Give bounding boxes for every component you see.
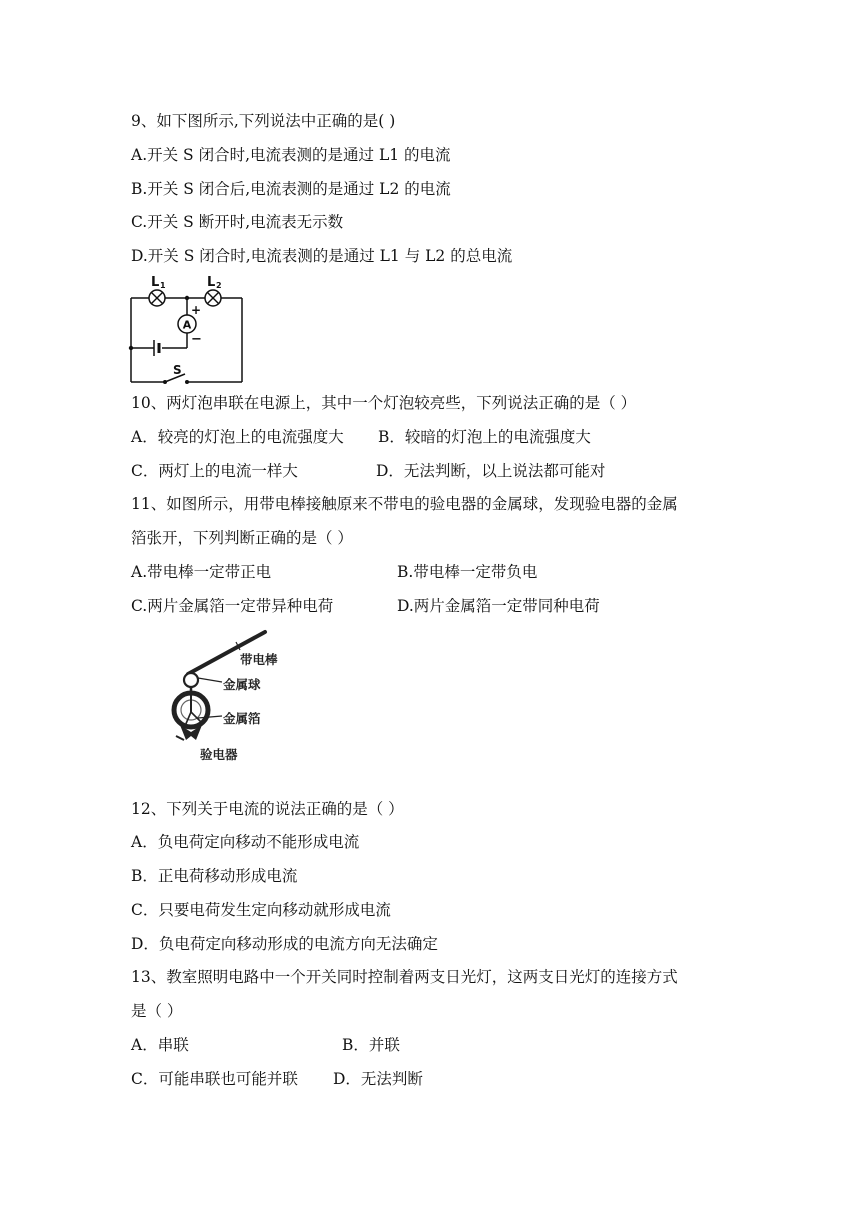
q10-stem: 10、两灯泡串联在电源上，其中一个灯泡较亮些，下列说法正确的是（ ）	[131, 394, 637, 412]
label-charged-rod: 带电棒	[240, 652, 278, 667]
q11-option-c: C.两片金属箔一定带异种电荷	[131, 597, 334, 615]
q9-option-b: B.开关 S 闭合后,电流表测的是通过 L2 的电流	[131, 180, 451, 198]
q12-option-b: B．正电荷移动形成电流	[131, 867, 298, 885]
electroscope-diagram	[160, 628, 280, 768]
q9-option-c: C.开关 S 断开时,电流表无示数	[131, 213, 344, 231]
label-metal-ball: 金属球	[223, 677, 261, 692]
ammeter-plus-label: +	[191, 303, 202, 317]
lamp-l1-label: L	[151, 275, 160, 290]
ammeter-label: A	[182, 318, 192, 332]
q10-option-c: C．两灯上的电流一样大	[131, 462, 298, 480]
q10-option-b: B．较暗的灯泡上的电流强度大	[378, 428, 591, 446]
q9-option-a: A.开关 S 闭合时,电流表测的是通过 L1 的电流	[131, 146, 451, 164]
lamp-l2-label: L	[207, 275, 216, 290]
lamp-l1-subscript: 1	[160, 281, 166, 290]
q13-stem-line2: 是（ ）	[131, 1002, 183, 1020]
q10-option-d: D．无法判断，以上说法都可能对	[376, 462, 606, 480]
label-electroscope: 验电器	[200, 747, 238, 762]
lamp-l2-subscript: 2	[216, 281, 222, 290]
q9-option-d: D.开关 S 闭合时,电流表测的是通过 L1 与 L2 的总电流	[131, 247, 513, 265]
q9-circuit-diagram	[125, 270, 250, 388]
q13-option-a: A．串联	[131, 1036, 189, 1054]
lamp-l1-icon	[149, 290, 165, 306]
label-metal-foil: 金属箔	[223, 711, 261, 726]
q11-stem-line2: 箔张开，下列判断正确的是（ ）	[131, 529, 353, 547]
q12-option-d: D．负电荷定向移动形成的电流方向无法确定	[131, 935, 438, 953]
q12-option-a: A．负电荷定向移动不能形成电流	[131, 833, 360, 851]
q11-option-a: A.带电棒一定带正电	[131, 563, 272, 581]
q12-option-c: C．只要电荷发生定向移动就形成电流	[131, 901, 391, 919]
q11-option-d: D.两片金属箔一定带同种电荷	[397, 597, 600, 615]
q13-option-c: C．可能串联也可能并联	[131, 1070, 298, 1088]
switch-label: S	[173, 363, 182, 377]
ammeter-minus-label: −	[191, 332, 202, 347]
q10-option-a: A．较亮的灯泡上的电流强度大	[131, 428, 344, 446]
q13-stem-line1: 13、教室照明电路中一个开关同时控制着两支日光灯，这两支日光灯的连接方式	[131, 968, 678, 986]
q11-option-b: B.带电棒一定带负电	[397, 563, 538, 581]
q12-stem: 12、下列关于电流的说法正确的是（ ）	[131, 800, 404, 818]
lamp-l2-icon	[205, 290, 221, 306]
q13-option-d: D．无法判断	[333, 1070, 423, 1088]
q9-stem: 9、如下图所示,下列说法中正确的是( )	[131, 112, 396, 130]
q13-option-b: B．并联	[342, 1036, 400, 1054]
q11-stem-line1: 11、如图所示，用带电棒接触原来不带电的验电器的金属球，发现验电器的金属	[131, 495, 678, 513]
